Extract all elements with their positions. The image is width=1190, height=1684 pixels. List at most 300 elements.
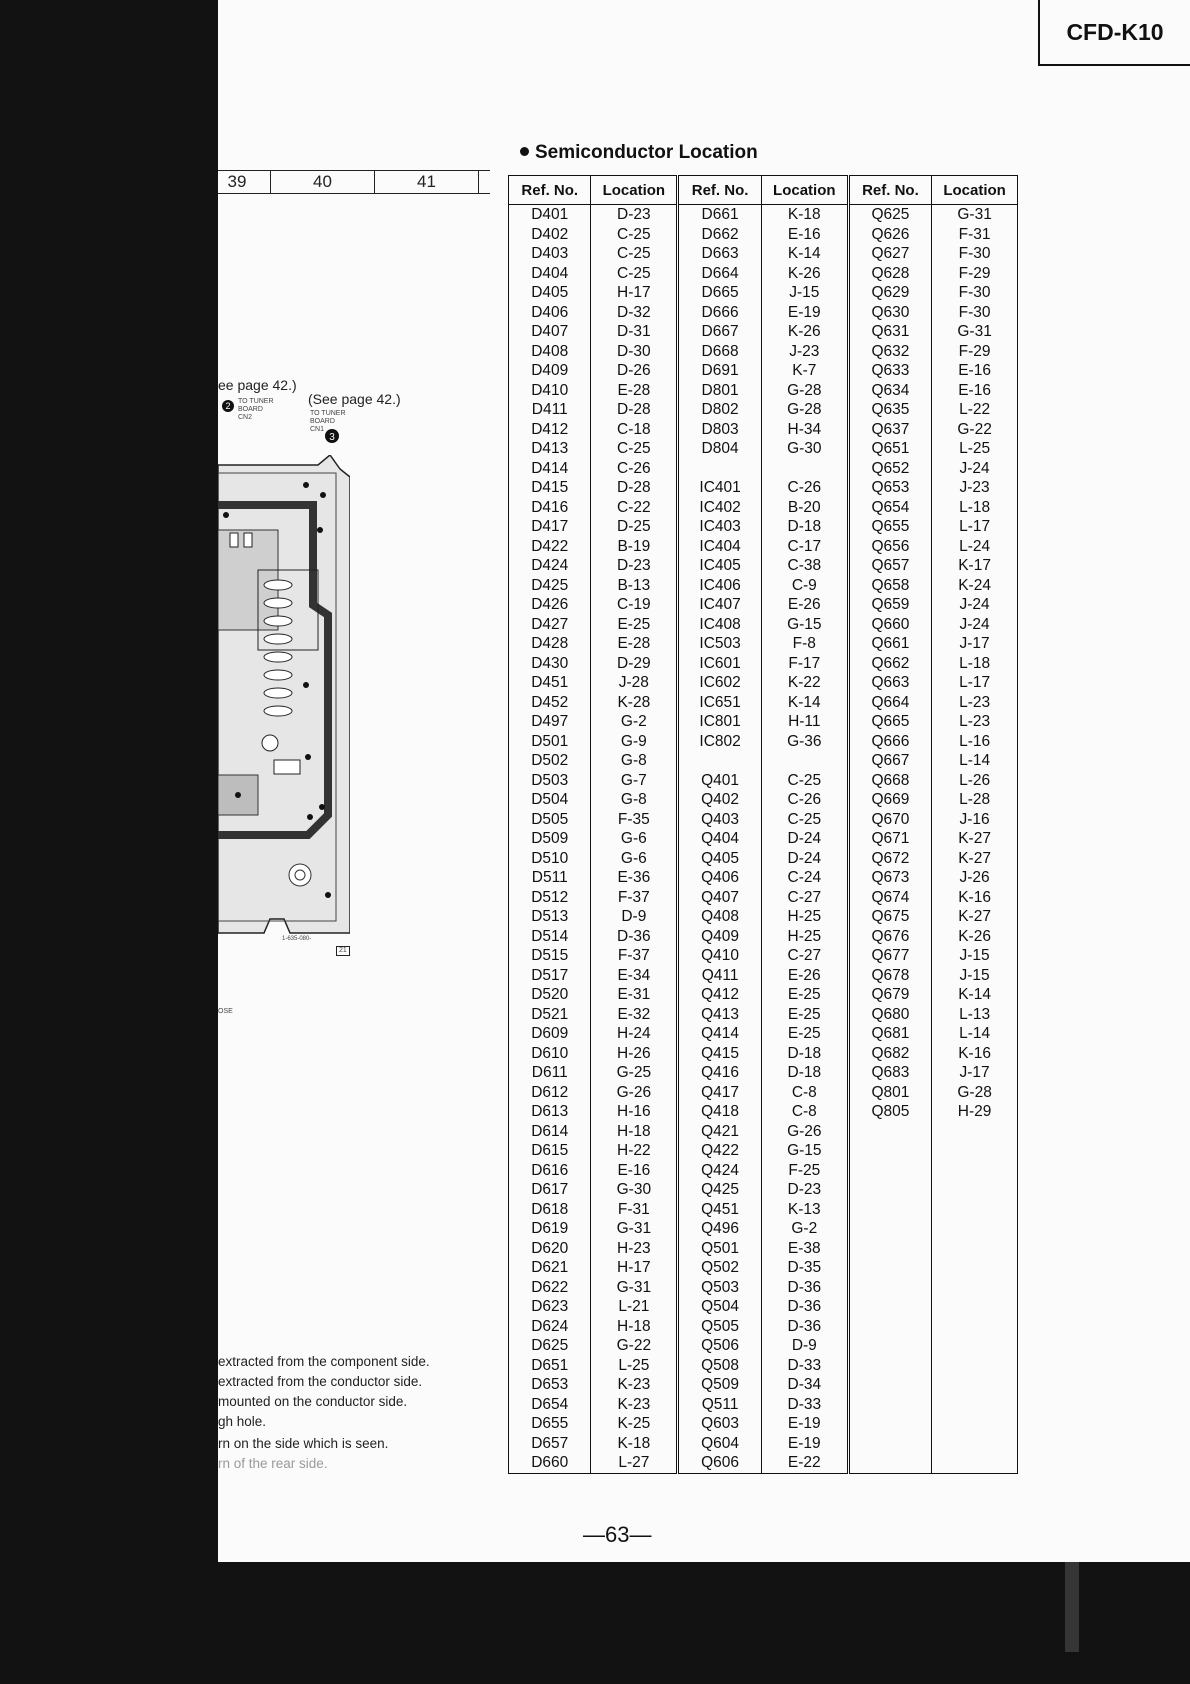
col-header-location: Location xyxy=(591,176,678,205)
table-row xyxy=(509,1063,1018,1083)
ref-no-cell: D427 xyxy=(509,615,591,635)
location-cell: G-31 xyxy=(591,1219,678,1239)
ref-no-cell xyxy=(848,1258,932,1278)
ref-no-cell: Q425 xyxy=(678,1180,762,1200)
ref-no-cell: Q496 xyxy=(678,1219,762,1239)
location-cell: E-16 xyxy=(932,361,1018,381)
location-cell: D-36 xyxy=(761,1278,848,1298)
location-cell: C-8 xyxy=(761,1102,848,1122)
location-cell: D-29 xyxy=(591,654,678,674)
board-part-number: 1-635-080- xyxy=(282,936,312,942)
location-cell: H-16 xyxy=(591,1102,678,1122)
location-cell: G-15 xyxy=(761,615,848,635)
table-row xyxy=(509,634,1018,654)
location-cell: F-17 xyxy=(761,654,848,674)
ref-no-cell: Q665 xyxy=(848,712,932,732)
ref-no-cell: Q664 xyxy=(848,693,932,713)
location-cell: G-30 xyxy=(591,1180,678,1200)
ref-no-cell: D501 xyxy=(509,732,591,752)
location-cell: E-22 xyxy=(761,1453,848,1473)
location-cell: F-37 xyxy=(591,946,678,966)
location-cell: F-30 xyxy=(932,303,1018,323)
connector-markers xyxy=(218,398,358,448)
location-cell: E-19 xyxy=(761,1434,848,1454)
location-cell: D-23 xyxy=(591,205,678,225)
table-header-row xyxy=(509,176,1018,205)
location-cell: K-18 xyxy=(591,1434,678,1454)
ref-no-cell: Q680 xyxy=(848,1005,932,1025)
table-row xyxy=(509,1141,1018,1161)
ref-no-cell: D611 xyxy=(509,1063,591,1083)
ref-no-cell: D424 xyxy=(509,556,591,576)
location-cell: C-8 xyxy=(761,1083,848,1103)
location-cell: H-18 xyxy=(591,1122,678,1142)
location-cell: E-28 xyxy=(591,634,678,654)
location-cell: E-25 xyxy=(591,615,678,635)
location-cell: E-28 xyxy=(591,381,678,401)
table-row xyxy=(509,1317,1018,1337)
ref-no-cell: Q414 xyxy=(678,1024,762,1044)
location-cell: K-24 xyxy=(932,576,1018,596)
location-cell: G-22 xyxy=(591,1336,678,1356)
ref-no-cell: Q654 xyxy=(848,498,932,518)
ref-no-cell: Q632 xyxy=(848,342,932,362)
section-title-text: Semiconductor Location xyxy=(535,142,758,163)
ref-no-cell: D509 xyxy=(509,829,591,849)
ref-no-cell: Q408 xyxy=(678,907,762,927)
location-cell: G-28 xyxy=(761,400,848,420)
table-row xyxy=(509,966,1018,986)
ref-no-cell: Q631 xyxy=(848,322,932,342)
location-cell: G-8 xyxy=(591,751,678,771)
location-cell: L-25 xyxy=(932,439,1018,459)
ref-no-cell: Q627 xyxy=(848,244,932,264)
location-cell: H-34 xyxy=(761,420,848,440)
location-cell: D-30 xyxy=(591,342,678,362)
ref-no-cell: D504 xyxy=(509,790,591,810)
location-cell: J-28 xyxy=(591,673,678,693)
table-row xyxy=(509,595,1018,615)
location-cell: H-11 xyxy=(761,712,848,732)
table-row xyxy=(509,790,1018,810)
ref-no-cell: D511 xyxy=(509,868,591,888)
location-cell xyxy=(932,1317,1018,1337)
ref-no-cell: Q653 xyxy=(848,478,932,498)
location-cell: F-29 xyxy=(932,342,1018,362)
ref-no-cell: Q681 xyxy=(848,1024,932,1044)
location-cell: K-14 xyxy=(932,985,1018,1005)
ref-no-cell: Q659 xyxy=(848,595,932,615)
ref-no-cell: D691 xyxy=(678,361,762,381)
ref-no-cell: IC401 xyxy=(678,478,762,498)
location-cell: C-26 xyxy=(761,478,848,498)
ref-no-cell: Q422 xyxy=(678,1141,762,1161)
location-cell: H-17 xyxy=(591,283,678,303)
ref-no-cell: IC802 xyxy=(678,732,762,752)
location-cell: H-25 xyxy=(761,907,848,927)
ref-no-cell: D666 xyxy=(678,303,762,323)
table-row xyxy=(509,1395,1018,1415)
location-cell: B-19 xyxy=(591,537,678,557)
location-cell: C-38 xyxy=(761,556,848,576)
ref-no-cell: Q418 xyxy=(678,1102,762,1122)
page-number: —63— xyxy=(583,1522,652,1547)
ref-no-cell: D406 xyxy=(509,303,591,323)
location-cell: J-24 xyxy=(932,615,1018,635)
location-cell: L-14 xyxy=(932,751,1018,771)
ref-no-cell: Q673 xyxy=(848,868,932,888)
ref-no-cell: Q634 xyxy=(848,381,932,401)
location-cell: G-6 xyxy=(591,829,678,849)
location-cell: F-31 xyxy=(591,1200,678,1220)
ref-no-cell: Q671 xyxy=(848,829,932,849)
location-cell: B-13 xyxy=(591,576,678,596)
ref-no-cell: IC404 xyxy=(678,537,762,557)
table-row xyxy=(509,771,1018,791)
ref-no-cell: Q503 xyxy=(678,1278,762,1298)
location-cell: L-14 xyxy=(932,1024,1018,1044)
table-row xyxy=(509,478,1018,498)
location-cell: J-17 xyxy=(932,1063,1018,1083)
table-row xyxy=(509,498,1018,518)
location-cell: G-22 xyxy=(932,420,1018,440)
location-cell: E-25 xyxy=(761,1024,848,1044)
location-cell: E-25 xyxy=(761,1005,848,1025)
location-cell: K-13 xyxy=(761,1200,848,1220)
location-cell xyxy=(932,1278,1018,1298)
table-row xyxy=(509,361,1018,381)
location-cell: K-27 xyxy=(932,829,1018,849)
table-row xyxy=(509,732,1018,752)
location-cell: D-33 xyxy=(761,1356,848,1376)
location-cell: D-18 xyxy=(761,517,848,537)
table-row xyxy=(509,264,1018,284)
semiconductor-location-table xyxy=(508,175,1018,1474)
ref-no-cell: Q406 xyxy=(678,868,762,888)
location-cell: G-7 xyxy=(591,771,678,791)
location-cell: J-15 xyxy=(932,946,1018,966)
location-cell: L-23 xyxy=(932,712,1018,732)
location-cell: G-28 xyxy=(761,381,848,401)
ref-no-cell: Q504 xyxy=(678,1297,762,1317)
table-row xyxy=(509,205,1018,225)
ref-no-cell xyxy=(848,1161,932,1181)
ref-no-cell: Q661 xyxy=(848,634,932,654)
ref-no-cell: IC503 xyxy=(678,634,762,654)
ref-no-cell: D621 xyxy=(509,1258,591,1278)
location-cell: D-9 xyxy=(761,1336,848,1356)
ref-no-cell: D661 xyxy=(678,205,762,225)
location-cell: D-18 xyxy=(761,1044,848,1064)
location-cell: D-33 xyxy=(761,1395,848,1415)
table-row xyxy=(509,556,1018,576)
see-page-note-right: (See page 42.) xyxy=(308,391,401,407)
ref-no-cell: D428 xyxy=(509,634,591,654)
location-cell: F-29 xyxy=(932,264,1018,284)
ref-no-cell: Q502 xyxy=(678,1258,762,1278)
ref-no-cell: D618 xyxy=(509,1200,591,1220)
ref-no-cell: D417 xyxy=(509,517,591,537)
ref-no-cell: Q629 xyxy=(848,283,932,303)
location-cell: G-26 xyxy=(591,1083,678,1103)
location-cell: L-16 xyxy=(932,732,1018,752)
ref-no-cell: D657 xyxy=(509,1434,591,1454)
location-cell: D-23 xyxy=(591,556,678,576)
table-row xyxy=(509,1219,1018,1239)
ref-no-cell: D411 xyxy=(509,400,591,420)
location-cell xyxy=(932,1336,1018,1356)
ref-no-cell: IC601 xyxy=(678,654,762,674)
ref-no-cell: Q417 xyxy=(678,1083,762,1103)
location-cell: K-16 xyxy=(932,888,1018,908)
ref-no-cell: Q667 xyxy=(848,751,932,771)
location-cell: H-25 xyxy=(761,927,848,947)
table-row xyxy=(509,303,1018,323)
location-cell: L-18 xyxy=(932,498,1018,518)
table-row xyxy=(509,420,1018,440)
section-title xyxy=(520,142,758,164)
ref-no-cell: Q676 xyxy=(848,927,932,947)
pcb-board-diagram xyxy=(218,455,350,947)
ref-no-cell: IC408 xyxy=(678,615,762,635)
table-row xyxy=(509,946,1018,966)
ref-no-cell: D422 xyxy=(509,537,591,557)
location-cell: C-25 xyxy=(591,244,678,264)
ref-no-cell xyxy=(848,1375,932,1395)
location-cell: F-30 xyxy=(932,244,1018,264)
location-cell: E-16 xyxy=(932,381,1018,401)
location-cell: D-9 xyxy=(591,907,678,927)
grid-col-40: 40 xyxy=(271,171,375,193)
ref-no-cell: Q501 xyxy=(678,1239,762,1259)
table-row xyxy=(509,673,1018,693)
location-cell: L-23 xyxy=(932,693,1018,713)
table-row xyxy=(509,400,1018,420)
ref-no-cell: Q421 xyxy=(678,1122,762,1142)
location-cell: G-26 xyxy=(761,1122,848,1142)
ref-no-cell xyxy=(848,1395,932,1415)
ref-no-cell: Q657 xyxy=(848,556,932,576)
ref-no-cell: Q637 xyxy=(848,420,932,440)
ref-no-cell: D613 xyxy=(509,1102,591,1122)
location-cell: K-27 xyxy=(932,907,1018,927)
location-cell: E-32 xyxy=(591,1005,678,1025)
ref-no-cell: Q658 xyxy=(848,576,932,596)
table-row xyxy=(509,1044,1018,1064)
location-cell: K-26 xyxy=(761,264,848,284)
label-fragment: OSE xyxy=(218,1008,233,1015)
table-row xyxy=(509,868,1018,888)
ref-no-cell: Q652 xyxy=(848,459,932,479)
ref-no-cell: D409 xyxy=(509,361,591,381)
ref-no-cell: IC651 xyxy=(678,693,762,713)
ref-no-cell xyxy=(848,1356,932,1376)
ref-no-cell: D407 xyxy=(509,322,591,342)
ref-no-cell: Q630 xyxy=(848,303,932,323)
legend-notes xyxy=(218,1352,430,1474)
ref-no-cell: D416 xyxy=(509,498,591,518)
ref-no-cell: Q669 xyxy=(848,790,932,810)
table-row xyxy=(509,810,1018,830)
table-row xyxy=(509,459,1018,479)
ref-no-cell: Q668 xyxy=(848,771,932,791)
ref-no-cell: IC402 xyxy=(678,498,762,518)
location-cell xyxy=(932,1180,1018,1200)
grid-col-39: 39 xyxy=(218,171,271,193)
ref-no-cell: D624 xyxy=(509,1317,591,1337)
location-cell: H-17 xyxy=(591,1258,678,1278)
ref-no-cell: Q660 xyxy=(848,615,932,635)
marker-3-number: 3 xyxy=(329,432,335,443)
ref-no-cell: Q424 xyxy=(678,1161,762,1181)
ref-no-cell: D612 xyxy=(509,1083,591,1103)
location-cell: F-35 xyxy=(591,810,678,830)
ref-no-cell: Q628 xyxy=(848,264,932,284)
location-cell xyxy=(932,1434,1018,1454)
location-cell: L-21 xyxy=(591,1297,678,1317)
location-cell: C-25 xyxy=(761,771,848,791)
col-header-location: Location xyxy=(761,176,848,205)
ref-no-cell: Q416 xyxy=(678,1063,762,1083)
ref-no-cell xyxy=(848,1434,932,1454)
table-row xyxy=(509,1278,1018,1298)
ref-no-cell xyxy=(848,1200,932,1220)
ref-no-cell: Q805 xyxy=(848,1102,932,1122)
location-cell: L-17 xyxy=(932,517,1018,537)
location-cell: F-25 xyxy=(761,1161,848,1181)
location-cell: K-14 xyxy=(761,693,848,713)
location-cell: K-28 xyxy=(591,693,678,713)
ref-no-cell: Q651 xyxy=(848,439,932,459)
ref-no-cell xyxy=(848,1122,932,1142)
ref-no-cell: D664 xyxy=(678,264,762,284)
ref-no-cell: IC403 xyxy=(678,517,762,537)
location-cell: L-24 xyxy=(932,537,1018,557)
col-header-ref: Ref. No. xyxy=(509,176,591,205)
note-line: extracted from the component side. xyxy=(218,1354,430,1369)
location-cell: K-23 xyxy=(591,1395,678,1415)
table-row xyxy=(509,829,1018,849)
ref-no-cell: D804 xyxy=(678,439,762,459)
ref-no-cell: D430 xyxy=(509,654,591,674)
location-cell: H-22 xyxy=(591,1141,678,1161)
location-cell: D-28 xyxy=(591,400,678,420)
manual-page xyxy=(218,0,1190,1562)
ref-no-cell xyxy=(848,1297,932,1317)
scan-artifact xyxy=(1065,1562,1079,1652)
location-cell: G-25 xyxy=(591,1063,678,1083)
location-cell: C-24 xyxy=(761,868,848,888)
table-row xyxy=(509,1180,1018,1200)
ref-no-cell xyxy=(848,1453,932,1473)
col-header-location: Location xyxy=(932,176,1018,205)
table-row xyxy=(509,1336,1018,1356)
ref-no-cell: D426 xyxy=(509,595,591,615)
location-cell xyxy=(932,1395,1018,1415)
grid-ruler xyxy=(218,170,490,194)
ref-no-cell: Q679 xyxy=(848,985,932,1005)
table-row xyxy=(509,439,1018,459)
ref-no-cell: D801 xyxy=(678,381,762,401)
location-cell: L-28 xyxy=(932,790,1018,810)
table-row xyxy=(509,1102,1018,1122)
ref-no-cell: D502 xyxy=(509,751,591,771)
table-row xyxy=(509,1258,1018,1278)
location-cell: F-8 xyxy=(761,634,848,654)
note-line: extracted from the conductor side. xyxy=(218,1374,423,1389)
table-row xyxy=(509,1414,1018,1434)
location-cell: E-16 xyxy=(761,225,848,245)
location-cell: J-23 xyxy=(761,342,848,362)
ref-no-cell: D623 xyxy=(509,1297,591,1317)
location-cell: E-16 xyxy=(591,1161,678,1181)
ref-no-cell: Q670 xyxy=(848,810,932,830)
note-line: mounted on the conductor side. xyxy=(218,1394,408,1409)
table-row xyxy=(509,283,1018,303)
location-cell: E-19 xyxy=(761,303,848,323)
ref-no-cell xyxy=(848,1317,932,1337)
ref-no-cell: D655 xyxy=(509,1414,591,1434)
ref-no-cell: D513 xyxy=(509,907,591,927)
table-row xyxy=(509,1083,1018,1103)
location-cell: G-2 xyxy=(761,1219,848,1239)
location-cell: D-35 xyxy=(761,1258,848,1278)
table-row xyxy=(509,576,1018,596)
table-row xyxy=(509,244,1018,264)
ref-no-cell xyxy=(678,459,762,479)
note-line: rn on the side which is seen. xyxy=(218,1436,389,1451)
location-cell: J-17 xyxy=(932,634,1018,654)
location-cell: K-18 xyxy=(761,205,848,225)
location-cell: K-26 xyxy=(761,322,848,342)
location-cell xyxy=(932,1161,1018,1181)
ref-no-cell: Q801 xyxy=(848,1083,932,1103)
location-cell: C-27 xyxy=(761,946,848,966)
ref-no-cell: Q677 xyxy=(848,946,932,966)
location-cell: J-16 xyxy=(932,810,1018,830)
location-cell: K-26 xyxy=(932,927,1018,947)
ref-no-cell xyxy=(848,1141,932,1161)
location-cell: E-19 xyxy=(761,1414,848,1434)
ref-no-cell xyxy=(848,1414,932,1434)
board-revision: 21 xyxy=(336,946,350,956)
location-cell: B-20 xyxy=(761,498,848,518)
location-cell: D-34 xyxy=(761,1375,848,1395)
ref-no-cell: Q662 xyxy=(848,654,932,674)
model-label: CFD-K10 xyxy=(1038,0,1190,66)
ref-no-cell: Q626 xyxy=(848,225,932,245)
location-cell: C-25 xyxy=(591,264,678,284)
ref-no-cell: Q655 xyxy=(848,517,932,537)
table-row xyxy=(509,537,1018,557)
table-row xyxy=(509,1200,1018,1220)
location-cell: J-24 xyxy=(932,595,1018,615)
ref-no-cell xyxy=(848,1239,932,1259)
ref-no-cell: IC406 xyxy=(678,576,762,596)
ref-no-cell: Q405 xyxy=(678,849,762,869)
location-cell: L-13 xyxy=(932,1005,1018,1025)
location-cell: G-2 xyxy=(591,712,678,732)
grid-col-41: 41 xyxy=(375,171,479,193)
ref-no-cell: IC405 xyxy=(678,556,762,576)
ref-no-cell: D505 xyxy=(509,810,591,830)
ref-no-cell: D451 xyxy=(509,673,591,693)
location-cell: C-27 xyxy=(761,888,848,908)
ref-no-cell: D653 xyxy=(509,1375,591,1395)
ref-no-cell: Q451 xyxy=(678,1200,762,1220)
location-cell: G-31 xyxy=(932,322,1018,342)
ref-no-cell xyxy=(848,1180,932,1200)
